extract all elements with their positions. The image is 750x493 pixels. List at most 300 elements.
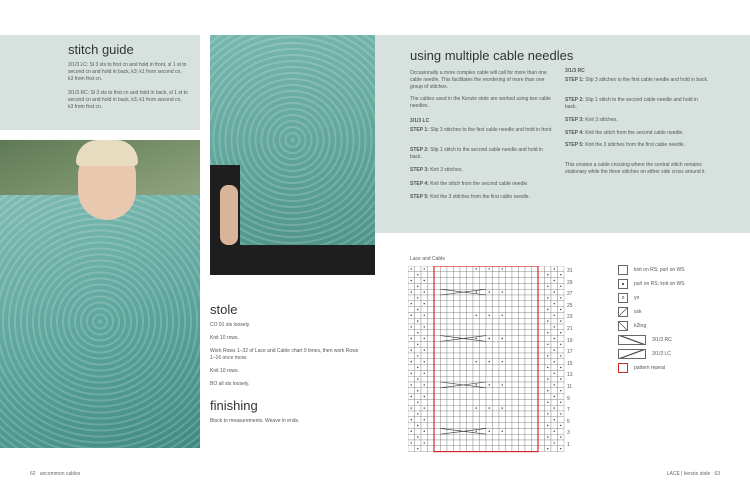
purl-dot bbox=[411, 349, 412, 350]
chart-cell bbox=[532, 318, 539, 324]
lc-step-5-label: STEP 5: bbox=[410, 194, 429, 200]
purl-dot bbox=[424, 349, 425, 350]
chart-cell bbox=[506, 318, 513, 324]
chart-cell bbox=[506, 341, 513, 347]
chart-cell bbox=[506, 324, 513, 330]
chart-cell bbox=[493, 336, 500, 342]
chart-cell bbox=[460, 341, 467, 347]
chart-cell bbox=[519, 376, 526, 382]
chart-cell bbox=[473, 411, 480, 417]
chart-cell bbox=[499, 353, 506, 359]
chart-cell bbox=[467, 394, 474, 400]
chart-cell bbox=[434, 272, 441, 278]
chart-cell bbox=[408, 330, 415, 336]
chart-cell bbox=[499, 283, 506, 289]
chart-cell bbox=[519, 417, 526, 423]
chart-cell bbox=[454, 428, 461, 434]
chart-cell bbox=[454, 295, 461, 301]
chart-cell bbox=[428, 266, 435, 272]
chart-cell bbox=[493, 376, 500, 382]
chart-cell bbox=[415, 312, 422, 318]
chart-row-number: 11 bbox=[567, 384, 573, 390]
lc-step-5 bbox=[410, 194, 555, 201]
chart-cell bbox=[428, 318, 435, 324]
purl-dot bbox=[547, 320, 548, 321]
chart-cell bbox=[493, 272, 500, 278]
chart-cell bbox=[493, 347, 500, 353]
chart-cell bbox=[454, 359, 461, 365]
chart-cell bbox=[434, 353, 441, 359]
purl-dot bbox=[489, 268, 490, 269]
chart-cell bbox=[519, 399, 526, 405]
chart-cell bbox=[441, 446, 448, 452]
chart-cell bbox=[480, 295, 487, 301]
chart-cell bbox=[512, 434, 519, 440]
purl-dot bbox=[417, 320, 418, 321]
chart-cell bbox=[512, 423, 519, 429]
chart-cell bbox=[525, 312, 532, 318]
stole-line-3: Work Rows 1–32 of Lace and Cable chart 9 times, then work Rows 1–16 once more. bbox=[210, 348, 359, 361]
chart-cell bbox=[447, 347, 454, 353]
chart-cell bbox=[486, 376, 493, 382]
lc-symbol-icon bbox=[618, 349, 646, 359]
chart-cell bbox=[493, 428, 500, 434]
chart-cell bbox=[434, 312, 441, 318]
chart-cell bbox=[512, 394, 519, 400]
legend-label: pattern repeat bbox=[634, 364, 666, 371]
chart-cell bbox=[558, 266, 565, 272]
purl-dot bbox=[411, 373, 412, 374]
chart-cell bbox=[545, 359, 552, 365]
chart-cell bbox=[493, 307, 500, 313]
chart-cell bbox=[434, 295, 441, 301]
purl-dot bbox=[417, 309, 418, 310]
purl-dot bbox=[411, 338, 412, 339]
chart-cell bbox=[538, 266, 545, 272]
chart-cell bbox=[532, 382, 539, 388]
rc-step-4 bbox=[565, 130, 710, 137]
chart-cell bbox=[454, 370, 461, 376]
chart-cell bbox=[480, 411, 487, 417]
chart-cell bbox=[532, 440, 539, 446]
chart-cell bbox=[460, 266, 467, 272]
chart-cell bbox=[441, 295, 448, 301]
chart-cell bbox=[454, 336, 461, 342]
chart-cell bbox=[447, 411, 454, 417]
purl-dot bbox=[424, 280, 425, 281]
repeat-symbol-icon bbox=[618, 363, 628, 373]
chart-cell bbox=[486, 394, 493, 400]
chart-cell bbox=[538, 272, 545, 278]
purl-dot bbox=[411, 442, 412, 443]
chart-cell bbox=[447, 318, 454, 324]
chart-cell bbox=[454, 376, 461, 382]
rc-step-5-label: STEP 5: bbox=[565, 142, 584, 148]
purl-dot bbox=[560, 297, 561, 298]
chart-cell bbox=[538, 440, 545, 446]
chart-cell bbox=[441, 301, 448, 307]
chart-cell bbox=[512, 336, 519, 342]
lc-step-2 bbox=[410, 147, 555, 161]
chart-cell bbox=[460, 318, 467, 324]
chart-cell bbox=[538, 428, 545, 434]
chart-row-number: 1 bbox=[567, 442, 570, 448]
chart-cell bbox=[512, 301, 519, 307]
chart-cell bbox=[545, 336, 552, 342]
chart-cell bbox=[486, 295, 493, 301]
chart-cell bbox=[447, 307, 454, 313]
purl-dot bbox=[560, 413, 561, 414]
chart-cell bbox=[525, 341, 532, 347]
chart-cell bbox=[493, 301, 500, 307]
chart-cell bbox=[480, 312, 487, 318]
chart-cell bbox=[506, 266, 513, 272]
chart-cell bbox=[506, 405, 513, 411]
purl-dot bbox=[424, 431, 425, 432]
chart-cell bbox=[454, 301, 461, 307]
chart-cell bbox=[473, 370, 480, 376]
chart-cell bbox=[467, 307, 474, 313]
purl-dot bbox=[424, 338, 425, 339]
chart-cell bbox=[519, 434, 526, 440]
chart-cell bbox=[428, 295, 435, 301]
purl-dot bbox=[476, 291, 477, 292]
chart-cell bbox=[434, 266, 441, 272]
chart-cell bbox=[460, 353, 467, 359]
purl-dot bbox=[489, 407, 490, 408]
chart-cell bbox=[428, 394, 435, 400]
chart-cell bbox=[506, 307, 513, 313]
chart-cell bbox=[467, 376, 474, 382]
chart-cell bbox=[486, 301, 493, 307]
chart-cell bbox=[499, 434, 506, 440]
chart-cell bbox=[473, 365, 480, 371]
purl-dot bbox=[547, 436, 548, 437]
chart-cell bbox=[447, 423, 454, 429]
chart-cell bbox=[512, 347, 519, 353]
chart-cell bbox=[499, 440, 506, 446]
chart-cell bbox=[428, 440, 435, 446]
purl-dot bbox=[424, 419, 425, 420]
chart-cell bbox=[525, 405, 532, 411]
chart-cell bbox=[480, 405, 487, 411]
purl-dot bbox=[476, 268, 477, 269]
purl-dot bbox=[417, 274, 418, 275]
purl-dot bbox=[560, 355, 561, 356]
chart-cell bbox=[480, 359, 487, 365]
chart-cell bbox=[480, 434, 487, 440]
chart-cell bbox=[434, 428, 441, 434]
purl-dot bbox=[424, 361, 425, 362]
stole-line-2: Knit 10 rows. bbox=[210, 335, 239, 341]
chart-cell bbox=[486, 283, 493, 289]
chart-cell bbox=[441, 399, 448, 405]
chart-cell bbox=[493, 330, 500, 336]
chart-cell bbox=[525, 283, 532, 289]
legend-label: yo bbox=[634, 294, 640, 301]
chart-cell bbox=[454, 394, 461, 400]
chart-cell bbox=[558, 394, 565, 400]
purl-dot bbox=[417, 413, 418, 414]
chart-cell bbox=[519, 388, 526, 394]
chart-row-number: 31 bbox=[567, 268, 573, 274]
chart-cell bbox=[525, 365, 532, 371]
chart-cell bbox=[519, 307, 526, 313]
chart-cell bbox=[415, 440, 422, 446]
chart-cell bbox=[441, 283, 448, 289]
chart-cell bbox=[441, 370, 448, 376]
chart-cell bbox=[434, 394, 441, 400]
right-page-number: 63 bbox=[714, 471, 720, 477]
rc-step-3-label: STEP 3: bbox=[565, 117, 584, 123]
chart-cell bbox=[493, 417, 500, 423]
chart-cell bbox=[519, 318, 526, 324]
purl-dot bbox=[424, 268, 425, 269]
chart-cell bbox=[525, 353, 532, 359]
chart-cell bbox=[428, 330, 435, 336]
legend-item bbox=[618, 335, 672, 345]
chart-row-number: 17 bbox=[567, 349, 573, 356]
chart-cell bbox=[454, 278, 461, 284]
chart-cell bbox=[467, 330, 474, 336]
chart-cell bbox=[486, 324, 493, 330]
chart-cell bbox=[480, 365, 487, 371]
chart-cell bbox=[525, 295, 532, 301]
chart-cell bbox=[447, 388, 454, 394]
chart-cell bbox=[532, 446, 539, 452]
chart-cell bbox=[441, 359, 448, 365]
stitch-guide-item-rc: 3/1/3 RC: Sl 3 sts to first cn and hold in back, sl 1 st to second cn and hold in back, k3; k1 from second cn, k3 from first cn. bbox=[68, 90, 188, 110]
chart-cell bbox=[512, 446, 519, 452]
chart-cell bbox=[434, 365, 441, 371]
chart-cell bbox=[480, 399, 487, 405]
chart-cell bbox=[434, 388, 441, 394]
chart-cell bbox=[460, 307, 467, 313]
purl-dot bbox=[411, 303, 412, 304]
chart-row-number: 19 bbox=[567, 337, 573, 344]
chart-cell bbox=[499, 411, 506, 417]
chart-cell bbox=[473, 446, 480, 452]
chart-cell bbox=[428, 428, 435, 434]
chart-cell bbox=[428, 370, 435, 376]
chart-cell bbox=[434, 417, 441, 423]
chart-cell bbox=[538, 417, 545, 423]
purl-dot bbox=[417, 286, 418, 287]
chart-cell bbox=[428, 405, 435, 411]
purl-dot bbox=[554, 431, 555, 432]
purl-dot bbox=[547, 367, 548, 368]
chart-cell bbox=[473, 330, 480, 336]
chart-cell bbox=[467, 411, 474, 417]
purl-dot bbox=[417, 436, 418, 437]
chart-cell bbox=[486, 434, 493, 440]
chart-cell bbox=[480, 417, 487, 423]
chart-cell bbox=[525, 446, 532, 452]
chart-cell bbox=[525, 266, 532, 272]
purl-dot bbox=[489, 315, 490, 316]
chart-cell bbox=[467, 399, 474, 405]
purl-dot bbox=[424, 326, 425, 327]
chart-cell bbox=[454, 405, 461, 411]
chart-cell bbox=[538, 318, 545, 324]
chart-cell bbox=[525, 278, 532, 284]
chart-cell bbox=[499, 330, 506, 336]
chart-cell bbox=[512, 289, 519, 295]
chart-cell bbox=[551, 388, 558, 394]
legend-item bbox=[618, 293, 639, 303]
chart-cell bbox=[408, 411, 415, 417]
chart-cell bbox=[441, 423, 448, 429]
chart-cell bbox=[519, 440, 526, 446]
chart-cell bbox=[551, 376, 558, 382]
chart-cell bbox=[532, 324, 539, 330]
chart-cell bbox=[480, 283, 487, 289]
chart-cell bbox=[532, 388, 539, 394]
purl-dot bbox=[560, 436, 561, 437]
purl-dot bbox=[411, 419, 412, 420]
chart-cell bbox=[551, 272, 558, 278]
rc-step-1-label: STEP 1: bbox=[565, 77, 584, 83]
chart-cell bbox=[415, 359, 422, 365]
rc-step-3 bbox=[565, 117, 710, 124]
chart-cell bbox=[512, 440, 519, 446]
chart-cell bbox=[538, 411, 545, 417]
chart-cell bbox=[454, 446, 461, 452]
chart-cell bbox=[532, 330, 539, 336]
chart-cell bbox=[525, 417, 532, 423]
chart-cell bbox=[441, 312, 448, 318]
chart-cell bbox=[538, 388, 545, 394]
purl-dot bbox=[547, 309, 548, 310]
purl-dot bbox=[476, 361, 477, 362]
chart-cell bbox=[415, 336, 422, 342]
chart-cell bbox=[532, 312, 539, 318]
chart-cell bbox=[473, 278, 480, 284]
chart-row-number: 25 bbox=[567, 302, 573, 309]
chart-cell bbox=[408, 376, 415, 382]
chart-cell bbox=[493, 405, 500, 411]
chart-cell bbox=[486, 272, 493, 278]
chart-cell bbox=[506, 394, 513, 400]
chart-cell bbox=[480, 353, 487, 359]
legend-label: 3/1/3 LC bbox=[652, 350, 671, 357]
chart-cell bbox=[460, 278, 467, 284]
chart-cell bbox=[512, 353, 519, 359]
chart-cell bbox=[551, 399, 558, 405]
chart-cell bbox=[408, 353, 415, 359]
chart-cell bbox=[532, 394, 539, 400]
chart-cell bbox=[545, 347, 552, 353]
chart-cell bbox=[493, 295, 500, 301]
chart-cell bbox=[506, 283, 513, 289]
chart-cell bbox=[538, 312, 545, 318]
chart-cell bbox=[506, 446, 513, 452]
chart-cell bbox=[499, 394, 506, 400]
purl-dot bbox=[547, 297, 548, 298]
chart-cell bbox=[447, 295, 454, 301]
chart-cell bbox=[415, 370, 422, 376]
rc-step-1-text: Slip 3 stitches to the first cable needle and hold in back. bbox=[585, 77, 709, 83]
chart-cell bbox=[512, 359, 519, 365]
chart-cell bbox=[519, 411, 526, 417]
chart-cell bbox=[460, 411, 467, 417]
chart-cell bbox=[467, 283, 474, 289]
chart-cell bbox=[525, 301, 532, 307]
chart-cell bbox=[454, 411, 461, 417]
chart-cell bbox=[525, 307, 532, 313]
chart-cell bbox=[454, 318, 461, 324]
chart-cell bbox=[538, 324, 545, 330]
chart-cell bbox=[486, 399, 493, 405]
chart-cell bbox=[532, 417, 539, 423]
rc-step-2-label: STEP 2: bbox=[565, 97, 584, 103]
purl-dot bbox=[547, 425, 548, 426]
right-running-head: LACE | kenzie stole bbox=[666, 471, 711, 477]
purl-dot bbox=[502, 384, 503, 385]
chart-cell bbox=[428, 289, 435, 295]
chart-cell bbox=[512, 370, 519, 376]
chart-cell bbox=[532, 266, 539, 272]
chart-cell bbox=[538, 446, 545, 452]
chart-cell bbox=[538, 405, 545, 411]
chart-cell bbox=[512, 411, 519, 417]
chart-cell bbox=[441, 365, 448, 371]
chart-cell bbox=[467, 423, 474, 429]
chart-cell bbox=[486, 307, 493, 313]
chart-cell bbox=[506, 295, 513, 301]
chart-cell bbox=[467, 365, 474, 371]
chart-cell bbox=[499, 318, 506, 324]
chart-cell bbox=[428, 399, 435, 405]
purl-dot bbox=[489, 384, 490, 385]
chart-cell bbox=[538, 394, 545, 400]
chart-cell bbox=[408, 388, 415, 394]
chart-cell bbox=[447, 376, 454, 382]
chart-cell bbox=[473, 272, 480, 278]
rc-step-3-text: Knit 3 stitches. bbox=[585, 117, 618, 123]
purl-dot bbox=[547, 355, 548, 356]
chart-cell bbox=[525, 382, 532, 388]
chart-cell bbox=[493, 446, 500, 452]
model-photo-middle bbox=[210, 35, 375, 275]
chart-cell bbox=[538, 376, 545, 382]
purl-dot bbox=[554, 303, 555, 304]
chart-cell bbox=[538, 353, 545, 359]
chart-cell bbox=[506, 399, 513, 405]
chart-cell bbox=[512, 283, 519, 289]
chart-cell bbox=[493, 440, 500, 446]
chart-cell bbox=[421, 341, 428, 347]
chart-cell bbox=[467, 405, 474, 411]
chart-cell bbox=[467, 295, 474, 301]
chart-cell bbox=[447, 272, 454, 278]
chart-cell bbox=[545, 289, 552, 295]
purl-dot bbox=[554, 268, 555, 269]
chart-cell bbox=[447, 330, 454, 336]
chart-cell bbox=[460, 347, 467, 353]
chart-cell bbox=[447, 394, 454, 400]
chart-cell bbox=[428, 434, 435, 440]
purl-dot bbox=[489, 431, 490, 432]
chart-cell bbox=[473, 347, 480, 353]
chart-cell bbox=[454, 272, 461, 278]
chart-cell bbox=[473, 324, 480, 330]
chart-cell bbox=[493, 318, 500, 324]
chart-cell bbox=[493, 283, 500, 289]
chart-cell bbox=[499, 417, 506, 423]
chart-cell bbox=[499, 399, 506, 405]
chart-cell bbox=[493, 278, 500, 284]
